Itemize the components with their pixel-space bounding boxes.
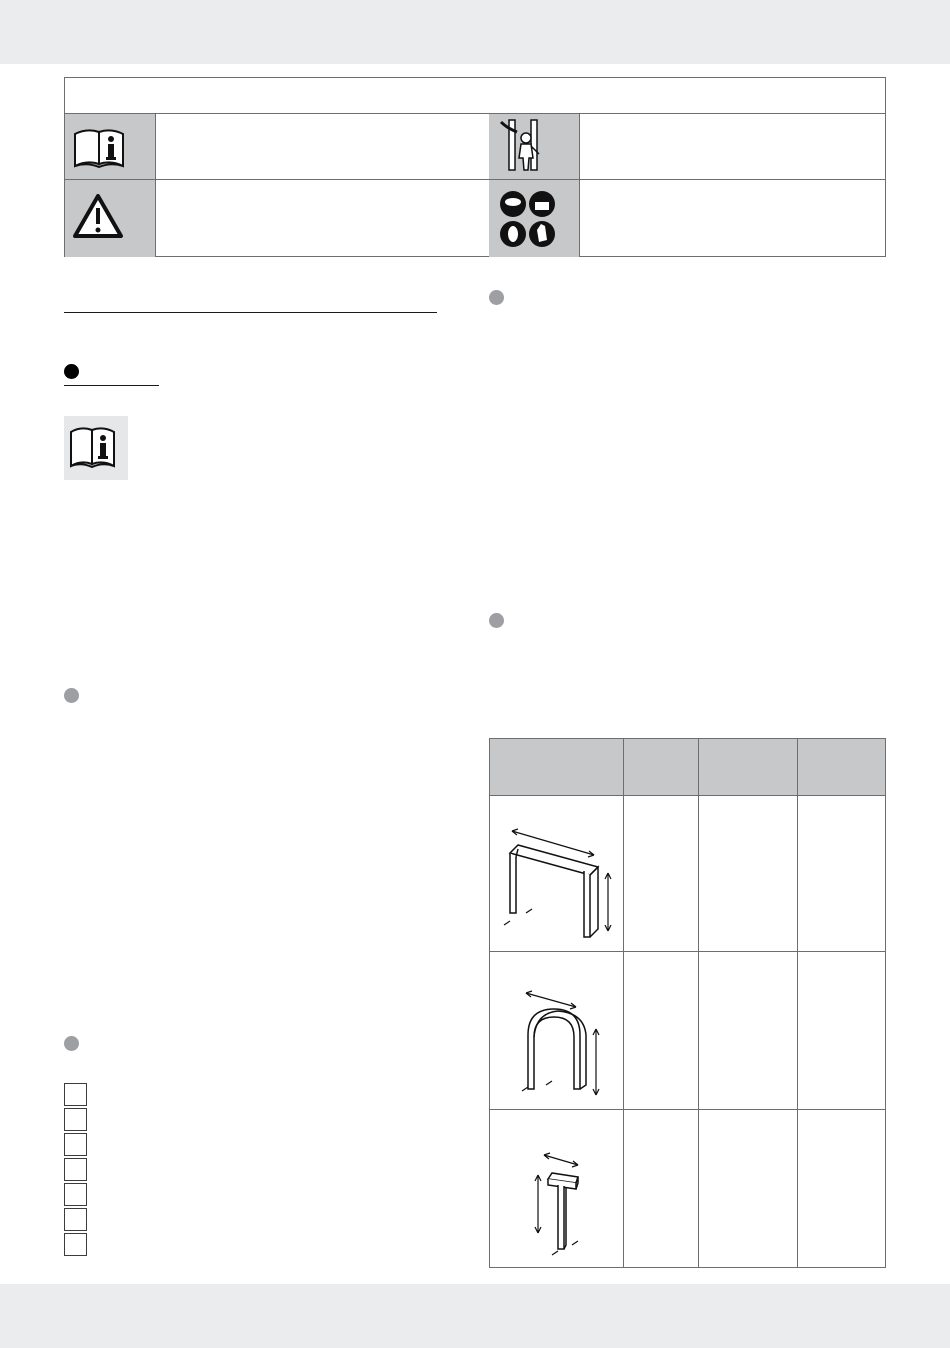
checkbox[interactable] <box>64 1108 87 1131</box>
warning-icon-cell <box>65 180 156 257</box>
brad-nail-icon <box>520 1139 610 1264</box>
checkbox[interactable] <box>64 1158 87 1181</box>
row-divider <box>490 1109 885 1110</box>
staple-table-header <box>490 739 885 796</box>
legend-header-row <box>65 78 885 114</box>
section-bullet <box>64 364 79 379</box>
checkbox[interactable] <box>64 1083 87 1106</box>
legend-text-read-manual <box>157 114 488 179</box>
subsection-underline <box>64 385 159 386</box>
checkbox[interactable] <box>64 1133 87 1156</box>
read-manual-icon-cell <box>65 114 156 179</box>
page-footer-band <box>0 1284 950 1348</box>
column-divider <box>698 739 699 1267</box>
column-divider <box>797 739 798 1267</box>
section-heading-underline <box>64 312 437 313</box>
read-manual-icon <box>64 416 128 480</box>
read-manual-icon <box>65 114 156 179</box>
checkbox[interactable] <box>64 1233 87 1256</box>
section-bullet <box>64 1036 79 1051</box>
pictogram-legend-table <box>64 77 886 257</box>
protective-equipment-icon-cell <box>489 180 580 257</box>
protective-equipment-icon <box>489 180 580 257</box>
legend-text-children <box>581 114 885 179</box>
legend-text-protection <box>581 180 885 257</box>
round-staple-icon <box>510 979 610 1104</box>
checkbox[interactable] <box>64 1183 87 1206</box>
page-header-band <box>0 0 950 64</box>
keep-children-away-icon-cell <box>489 114 580 179</box>
keep-children-away-icon <box>489 114 580 179</box>
read-manual-icon-box <box>64 416 128 480</box>
staple-types-table <box>489 738 886 1268</box>
legend-text-warning <box>157 180 488 257</box>
section-bullet <box>489 290 504 305</box>
section-bullet <box>64 688 79 703</box>
column-divider <box>623 739 624 1267</box>
checkbox[interactable] <box>64 1208 87 1231</box>
section-bullet <box>489 613 504 628</box>
flat-staple-icon <box>498 819 618 944</box>
warning-triangle-icon <box>65 180 156 257</box>
row-divider <box>490 951 885 952</box>
